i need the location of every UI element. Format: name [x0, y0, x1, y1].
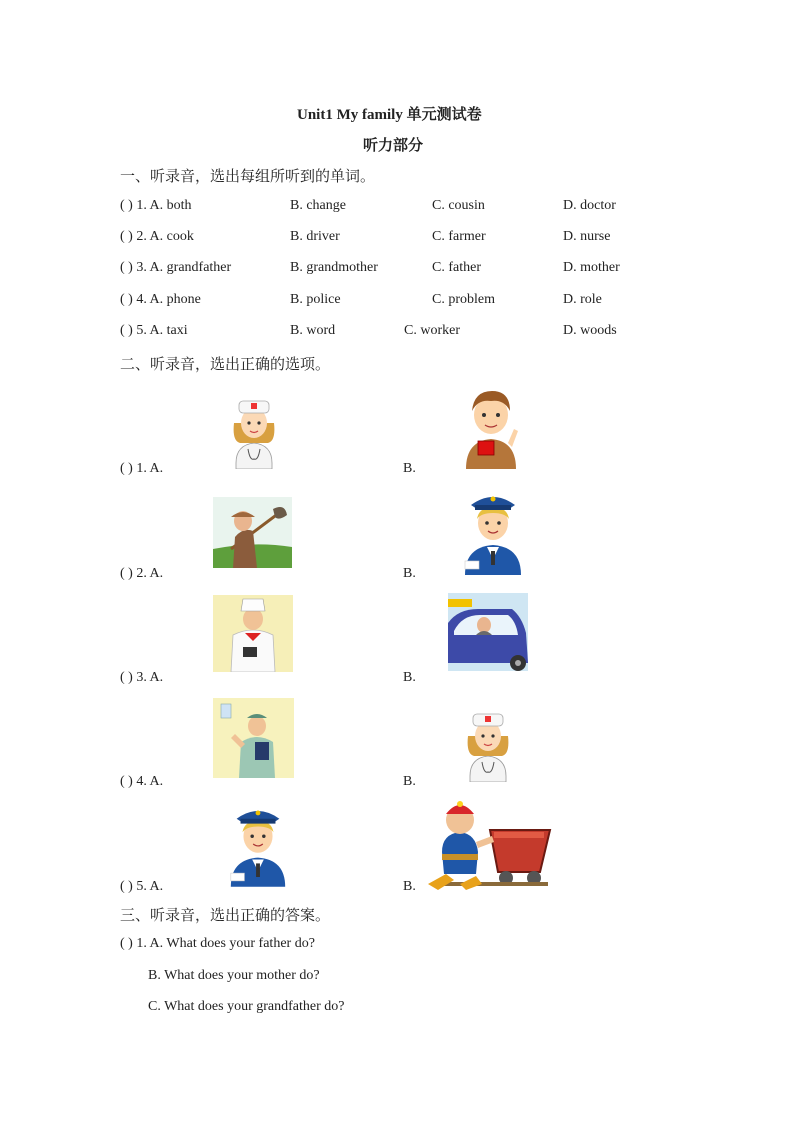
s3-q1-option-c: C. What does your grandfather do? [148, 999, 345, 1014]
q1-option-c: C. cousin [432, 198, 485, 213]
cook-icon [213, 595, 293, 672]
s2-item2-label-b: B. [403, 566, 416, 581]
s2-item4-label-b: B. [403, 774, 416, 789]
s2-item3-label-b: B. [403, 670, 416, 685]
miner-icon [424, 792, 554, 892]
q5-option-b: B. word [290, 323, 336, 338]
s2-item3-label-a: ( ) 3. A. [120, 670, 164, 685]
q2-option-c: C. farmer [432, 229, 486, 244]
section3-heading: 三、听录音，选出正确的答案。 [120, 908, 331, 924]
q5-option-c: C. worker [404, 323, 460, 338]
policeman-icon [459, 487, 527, 575]
q4-option-d: D. role [563, 292, 602, 307]
s2-item4-label-a: ( ) 4. A. [120, 774, 164, 789]
q3-option-b: B. grandmother [290, 260, 378, 275]
q1-option-a: ( ) 1. A. both [120, 198, 192, 213]
q4-option-a: ( ) 4. A. phone [120, 292, 201, 307]
q3-option-d: D. mother [563, 260, 620, 275]
section2-heading: 二、听录音，选出正确的选项。 [120, 357, 331, 373]
s3-q1-option-a: ( ) 1. A. What does your father do? [120, 936, 315, 951]
q3-option-c: C. father [432, 260, 481, 275]
q2-option-a: ( ) 2. A. cook [120, 229, 194, 244]
page-title: Unit1 My family 单元测试卷 [297, 107, 482, 123]
q2-option-d: D. nurse [563, 229, 611, 244]
s2-item1-label-b: B. [403, 461, 416, 476]
nurse-icon [228, 393, 280, 469]
boy-reading-icon [460, 385, 522, 469]
q4-option-b: B. police [290, 292, 341, 307]
doctor-icon [213, 698, 294, 778]
s2-item1-label-a: ( ) 1. A. [120, 461, 164, 476]
nurse-icon [462, 706, 514, 782]
s2-item5-label-b: B. [403, 879, 416, 894]
section1-heading: 一、听录音，选出每组所听到的单词。 [120, 169, 376, 185]
s2-item2-label-a: ( ) 2. A. [120, 566, 164, 581]
taxi-driver-icon [448, 593, 528, 671]
q5-option-a: ( ) 5. A. taxi [120, 323, 188, 338]
s3-q1-option-b: B. What does your mother do? [148, 968, 320, 983]
q3-option-a: ( ) 3. A. grandfather [120, 260, 232, 275]
q1-option-b: B. change [290, 198, 346, 213]
s2-item5-label-a: ( ) 5. A. [120, 879, 164, 894]
page-subtitle: 听力部分 [363, 138, 424, 154]
policeman-icon [225, 800, 291, 888]
farmer-icon [213, 497, 292, 568]
q5-option-d: D. woods [563, 323, 617, 338]
q1-option-d: D. doctor [563, 198, 616, 213]
q4-option-c: C. problem [432, 292, 495, 307]
q2-option-b: B. driver [290, 229, 340, 244]
